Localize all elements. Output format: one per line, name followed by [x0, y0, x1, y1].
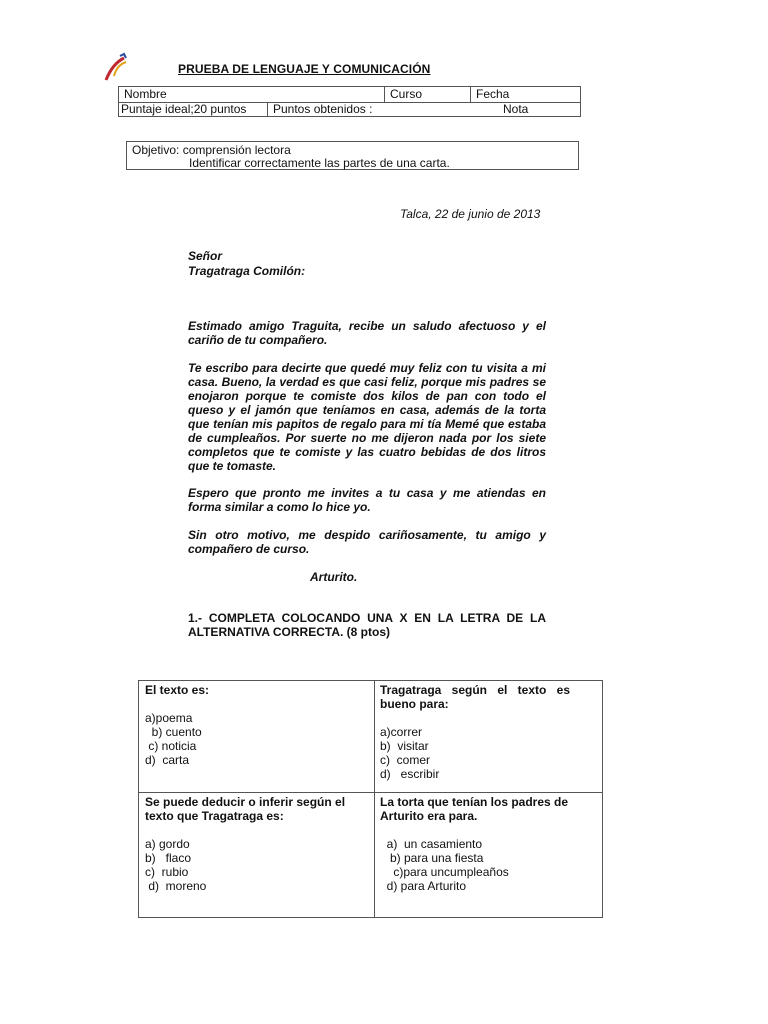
answer-option[interactable]: d) escribir	[380, 767, 440, 781]
puntos-obtenidos-label: Puntos obtenidos :	[273, 102, 373, 116]
answer-option[interactable]: b) flaco	[145, 851, 192, 865]
letter-paragraph: Te escribo para decirte que quedé muy feliz con tu visita a mi casa. Bueno, la verdad es que casi feliz, porque mis padres se enojaron porque te comiste dos kilos de pan con todo el queso y el jamón que teníamos en casa, además de la torta que tenían mis papitos de regalo para mi tía Memé que estaba de cumpleaños. Por suerte no me dijeron nada por los siete completos que te comiste y las cuatro bebidas de dos litros que te tomaste.	[188, 361, 546, 473]
fecha-label: Fecha	[476, 87, 510, 101]
answer-option[interactable]: a)correr	[380, 725, 423, 739]
answer-option[interactable]: d) moreno	[145, 879, 207, 893]
question-cell	[145, 795, 365, 893]
puntaje-label: Puntaje ideal;20 puntos	[121, 102, 247, 116]
nota-label: Nota	[503, 102, 529, 116]
letter-salutation-title: Señor	[188, 249, 223, 263]
answer-option[interactable]: c) comer	[380, 753, 431, 767]
answer-option[interactable]: c) noticia	[145, 739, 197, 753]
answer-option[interactable]: a) gordo	[145, 837, 190, 851]
curso-label: Curso	[390, 87, 423, 101]
student-info-row-2	[119, 102, 580, 117]
letter-paragraph: Espero que pronto me invites a tu casa y me atiendas en forma similar a como lo hice yo.	[188, 486, 546, 514]
divider	[374, 681, 375, 917]
question-prompt: La torta que tenían los padres de Arturito era para.	[380, 795, 569, 823]
question-cell	[380, 795, 570, 893]
question-cell	[145, 683, 365, 767]
divider	[384, 87, 385, 102]
divider	[267, 102, 268, 117]
answer-option[interactable]: b) visitar	[380, 739, 429, 753]
question-prompt: Tragatraga según el texto es bueno para:	[380, 683, 570, 711]
nombre-label: Nombre	[124, 87, 167, 101]
letter-recipient: Tragatraga Comilón:	[188, 264, 306, 278]
question-prompt: Se puede deducir o inferir según el texto que Tragatraga es:	[145, 795, 346, 823]
letter-paragraph: Estimado amigo Traguita, recibe un saludo afectuoso y el cariño de tu compañero.	[188, 319, 546, 347]
student-info-row-1	[119, 87, 580, 103]
question-cell	[380, 683, 570, 781]
divider	[470, 87, 471, 102]
page-title: PRUEBA DE LENGUAJE Y COMUNICACIÓN	[178, 62, 431, 76]
answer-option[interactable]: d) carta	[145, 753, 190, 767]
answer-option[interactable]: a)poema	[145, 711, 193, 725]
student-info-table	[118, 86, 581, 117]
letter-signature: Arturito.	[310, 570, 358, 584]
answer-option[interactable]: c)para uncumpleaños	[380, 865, 509, 879]
answer-option[interactable]: c) rubio	[145, 865, 189, 879]
instructions-heading: 1.- COMPLETA COLOCANDO UNA X EN LA LETRA DE LA ALTERNATIVA CORRECTA. (8 ptos)	[188, 611, 546, 639]
questions-table	[138, 680, 603, 918]
question-prompt: El texto es:	[145, 683, 210, 697]
objective-text: Identificar correctamente las partes de una carta.	[189, 156, 450, 170]
answer-option[interactable]: a) un casamiento	[380, 837, 483, 851]
divider	[139, 792, 602, 793]
answer-option[interactable]: b) para una fiesta	[380, 851, 484, 865]
school-logo-icon	[100, 52, 130, 84]
letter-date: Talca, 22 de junio de 2013	[400, 207, 541, 221]
objective-label: Objetivo: comprensión lectora	[132, 143, 291, 157]
objective-box	[126, 141, 579, 170]
letter-paragraph: Sin otro motivo, me despido cariñosamente, tu amigo y compañero de curso.	[188, 528, 546, 556]
answer-option[interactable]: b) cuento	[145, 725, 202, 739]
answer-option[interactable]: d) para Arturito	[380, 879, 467, 893]
